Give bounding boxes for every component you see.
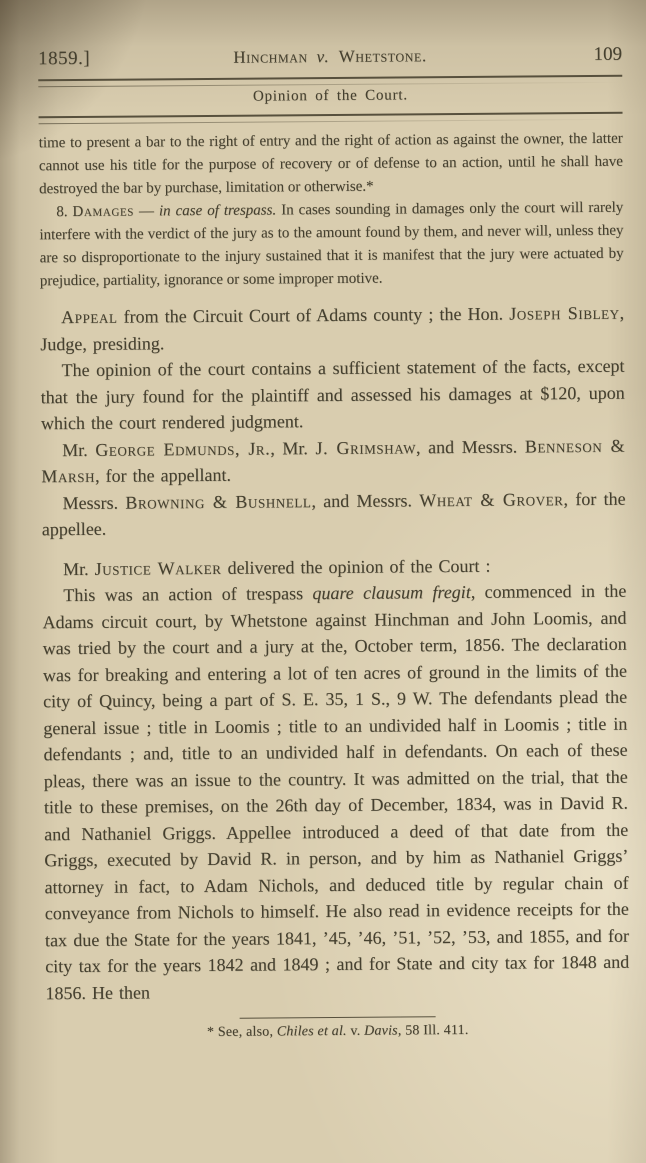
appellee-counsel-paragraph: Messrs. Browning & Bushnell, and Messrs. Wheat & Grover, for the appellee. xyxy=(41,488,626,540)
footnote-rule xyxy=(240,1016,436,1019)
opinion-paragraph: This was an action of trespass quare clausum fregit, commenced in the Adams circuit court, by Whetstone against Hinchman and John Loomis, and was tried by the court and a jury at the, October term, 1856. The declaration was for breaking and entering a lot of ten acres of ground in the limits of the city of Quincy, being a part of S. E. 35, 1 S., 9 W. The defendants plead the general issue ; title in Loomis ; title to an undivided half in Loomis ; title in defendants ; and, title to an undivided half in defendants. On each of these pleas, there was an issue to the country. It was admitted on the trial, that the title to these premises, on the 26th day of December, 1834, was in David R. and Nathaniel Griggs. Appellee introduced a deed of that date from the Griggs, executed by David R. in person, and by him as Nathaniel Griggs’ attorney in fact, to Adam Nichols, and deduced title by regular chain of conveyance from Nichols to himself. He also read in evidence receipts for the tax due the State for the years 1841, ’45, ’46, ’51, ’52, ’53, and 1855, and for city tax for the years 1842 and 1849 ; and for State and city tax for 1848 and 1856. He then xyxy=(42,580,630,1003)
page-content xyxy=(38,44,630,1043)
appellant-counsel-paragraph: Mr. George Edmunds, Jr., Mr. J. Grimshaw, and Messrs. Benneson & Marsh, for the appellant. xyxy=(41,435,626,487)
statement-paragraph: The opinion of the court contains a sufficient statement of the facts, except that the jury found for the plaintiff and assessed his damages at $120, upon which the court rendered judgment. xyxy=(40,355,625,434)
justice-paragraph: Mr. Justice Walker delivered the opinion of the Court : xyxy=(63,555,491,579)
divider-rule-mid xyxy=(39,112,623,125)
headnote-paragraph: time to present a bar to the right of entry and the right of action as against the owner, the latter cannot use his title for the purpose of recovery or of defense to an action, until he shall have destroyed the bar by purchase, limitation or otherwise.* xyxy=(38,130,623,198)
case-title: Hinchman v. Whetstone. xyxy=(233,46,427,67)
appeal-paragraph: Appeal from the Circuit Court of Adams county ; the Hon. Joseph Sibley, Judge, presiding. xyxy=(40,302,625,354)
page-number: 109 xyxy=(593,43,623,65)
year-label: 1859.] xyxy=(38,47,91,70)
footnote xyxy=(46,1015,630,1043)
section-label: Opinion of the Court. xyxy=(252,87,408,105)
opinion-body xyxy=(40,300,629,1007)
footnote-text: * See, also, Chiles et al. v. Davis, 58 Ill. 411. xyxy=(206,1022,469,1040)
running-head xyxy=(38,44,622,71)
headnote xyxy=(39,128,624,294)
headnote-paragraph: 8. Damages — in case of trespass. In cases sounding in damages only the court will rarely interfere with the verdict of the jury as to the amount found by them, and never will, unless they are so disproportionate to the injury sustained that it is manifest that the jury were actuated by prejudice, partiality, ignorance or some improper motive. xyxy=(39,199,624,290)
